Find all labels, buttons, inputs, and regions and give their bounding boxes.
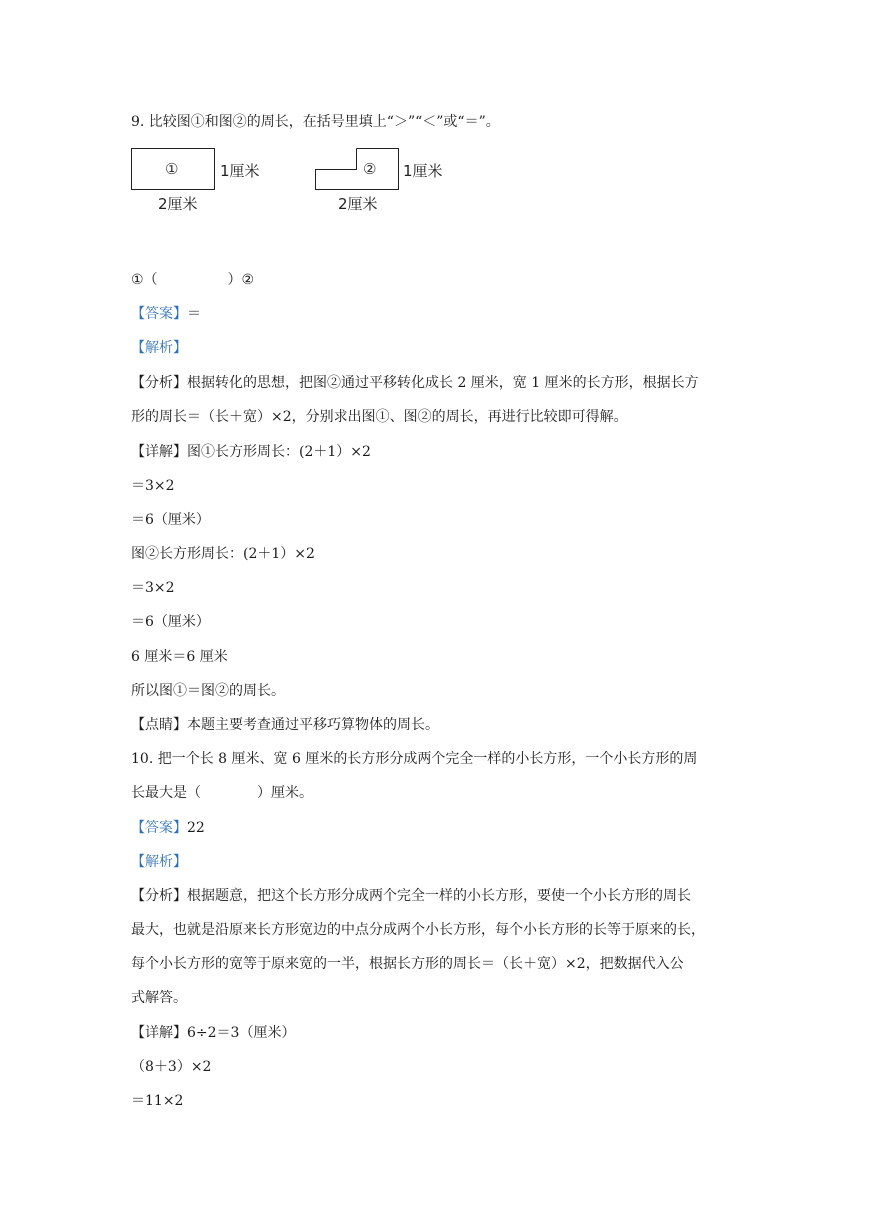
question-9-answer <box>131 304 201 324</box>
detail-step: ＝6（厘米） <box>131 512 210 528</box>
question-10-detail-line-1 <box>131 1023 295 1043</box>
analysis-label: 【分析】 <box>131 888 187 904</box>
figure-1 <box>131 148 215 190</box>
question-10-analysis-line-3: 每个小长方形的宽等于原来宽的一半，根据长方形的周长＝（长＋宽）×2，把数据代入公 <box>131 956 684 972</box>
answer-tag: 【答案】 <box>131 306 187 322</box>
answer-value: 22 <box>187 820 205 836</box>
answer-tag: 【答案】 <box>131 820 187 836</box>
question-10-answer <box>131 818 205 838</box>
question-10-text-line-1: 10. 把一个长 8 厘米、宽 6 厘米的长方形分成两个完全一样的小长方形，一个小长方形的周 <box>131 751 698 767</box>
figure-1-bottom-label: 2厘米 <box>158 195 198 213</box>
figure-2-polygon <box>314 148 402 192</box>
figure-2-bottom-label: 2厘米 <box>338 195 378 213</box>
question-9-key-point <box>131 715 439 735</box>
detail-label: 【详解】 <box>131 444 187 460</box>
figure-1-side-label: 1厘米 <box>220 162 260 180</box>
figure-2-side-label: 1厘米 <box>403 162 443 180</box>
analysis-tag: 【解析】 <box>131 340 187 356</box>
question-10-text-line-2: 长最大是（ ）厘米。 <box>131 785 313 801</box>
detail-step: ＝11×2 <box>131 1093 184 1109</box>
detail-step: 图②长方形周长：(2＋1）×2 <box>131 546 315 562</box>
analysis-text: 根据题意，把这个长方形分成两个完全一样的小长方形，要使一个小长方形的周长 <box>187 888 691 904</box>
question-10-analysis-line-2: 最大，也就是沿原来长方形宽边的中点分成两个小长方形，每个小长方形的长等于原来的长， <box>131 922 705 938</box>
question-10-analysis-line-1 <box>131 886 691 906</box>
detail-text: 6÷2＝3（厘米） <box>187 1025 296 1041</box>
question-9-analysis-line-2: 形的周长＝（长＋宽）×2，分别求出图①、图②的周长，再进行比较即可得解。 <box>131 409 628 425</box>
detail-step: ＝6（厘米） <box>131 614 210 630</box>
detail-step: 所以图①＝图②的周长。 <box>131 683 285 699</box>
analysis-label: 【分析】 <box>131 375 187 391</box>
figure-1-mark: ① <box>165 160 179 178</box>
question-9-text: 9. 比较图①和图②的周长，在括号里填上“＞”“＜”或“＝”。 <box>131 114 500 130</box>
question-9-detail-line-1 <box>131 442 371 462</box>
question-9-analysis-line-1 <box>131 373 699 393</box>
question-9-blank: ①（ ）② <box>131 272 255 288</box>
question-10-analysis-line-4: 式解答。 <box>131 990 187 1006</box>
analysis-tag: 【解析】 <box>131 854 187 870</box>
figure-2 <box>314 148 400 192</box>
detail-step: ＝3×2 <box>131 580 175 596</box>
detail-text: 图①长方形周长：(2＋1）×2 <box>187 444 371 460</box>
key-point-label: 【点睛】 <box>131 717 187 733</box>
analysis-text: 根据转化的思想，把图②通过平移转化成长 2 厘米，宽 1 厘米的长方形，根据长方 <box>187 375 699 391</box>
figure-2-mark: ② <box>363 160 377 178</box>
detail-step: （8＋3）×2 <box>131 1059 212 1075</box>
detail-label: 【详解】 <box>131 1025 187 1041</box>
detail-step: 6 厘米＝6 厘米 <box>131 649 228 665</box>
answer-value: ＝ <box>187 306 201 322</box>
detail-step: ＝3×2 <box>131 478 175 494</box>
key-point-text: 本题主要考查通过平移巧算物体的周长。 <box>187 717 439 733</box>
